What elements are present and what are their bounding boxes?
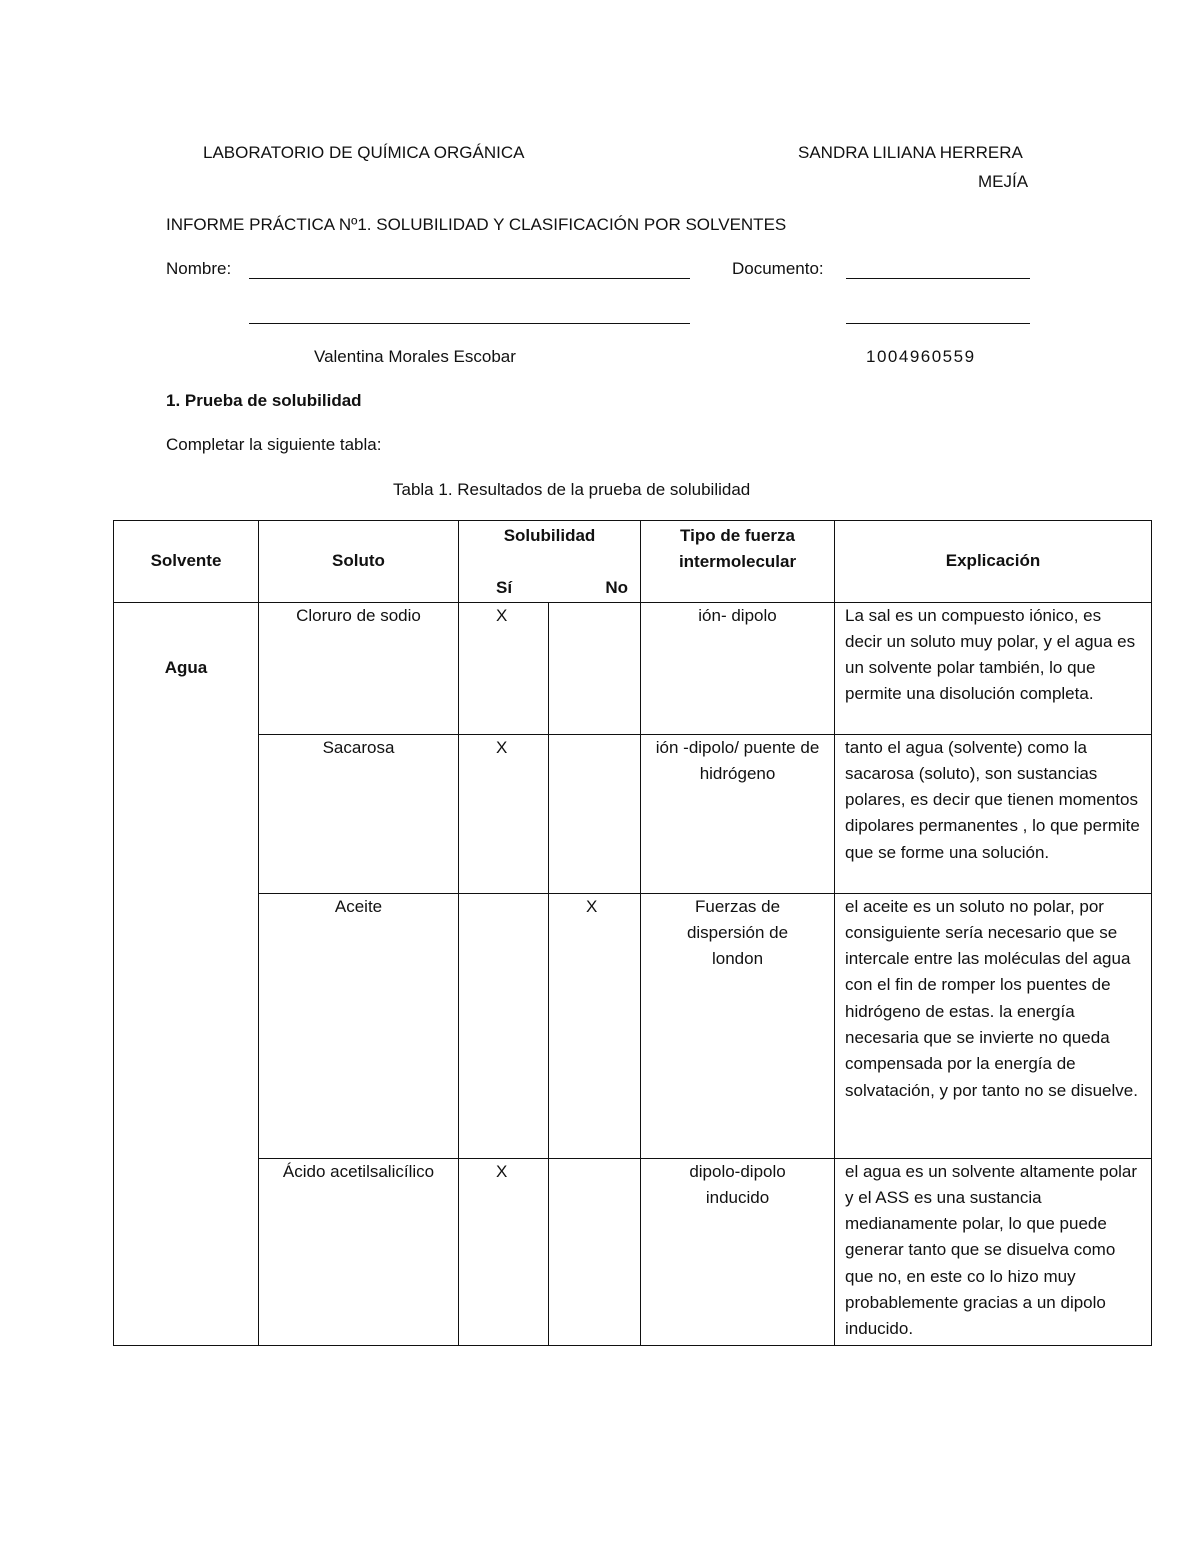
header-solubility-label: Solubilidad xyxy=(503,526,596,545)
force-cell: ión- dipolo xyxy=(641,602,835,734)
header-no: No xyxy=(605,578,629,598)
solute-cell: Ácido acetilsalicílico xyxy=(259,1158,459,1345)
table-row xyxy=(114,602,1152,734)
explanation-cell: el agua es un solvente altamente polar y el ASS es una sustancia medianamente polar, lo que puede generar tanto que se disuelva como que no, en este co lo hizo muy probablemente gracias a un dipolo inducido. xyxy=(835,1158,1152,1345)
solvent-cell xyxy=(114,602,259,1345)
soluble-yes-cell xyxy=(459,893,549,1158)
force-cell: Fuerzas de dispersión de london xyxy=(641,893,835,1158)
explanation-cell: La sal es un compuesto iónico, es decir un soluto muy polar, y el agua es un solvente polar también, lo que permite una disolución completa. xyxy=(835,602,1152,734)
soluble-yes-cell: X xyxy=(459,734,549,893)
header-yes: Sí xyxy=(496,578,513,598)
explanation-cell: el aceite es un soluto no polar, por consiguiente sería necesario que se intercale entre las moléculas del agua con el fin de romper los puentes de hidrógeno de estas. la energía necesaria que se invierte no queda compensada por la energía de solvatación, y por tanto no se disuelve. xyxy=(835,893,1152,1158)
header-force: Tipo de fuerza intermolecular xyxy=(641,521,835,603)
solubility-results-table xyxy=(113,520,1152,1346)
teacher-name-line2: MEJÍA xyxy=(978,172,1029,191)
force-cell: ión -dipolo/ puente de hidrógeno xyxy=(641,734,835,893)
document-line xyxy=(846,278,1030,279)
header-explanation: Explicación xyxy=(835,521,1152,603)
header-solvent: Solvente xyxy=(114,521,259,603)
soluble-no-cell xyxy=(549,734,641,893)
student-document: 1004960559 xyxy=(866,347,976,366)
soluble-yes-cell: X xyxy=(459,1158,549,1345)
table-row xyxy=(114,734,1152,893)
solvent-label: Agua xyxy=(164,657,208,677)
table-row xyxy=(114,893,1152,1158)
solute-cell: Sacarosa xyxy=(259,734,459,893)
soluble-no-cell: X xyxy=(549,893,641,1158)
report-title: INFORME PRÁCTICA Nº1. SOLUBILIDAD Y CLASIFICACIÓN POR SOLVENTES xyxy=(166,215,787,234)
soluble-no-cell xyxy=(549,602,641,734)
section-heading: 1. Prueba de solubilidad xyxy=(166,391,362,410)
teacher-name-line1: SANDRA LILIANA HERRERA xyxy=(798,143,1023,162)
table-row xyxy=(114,1158,1152,1345)
solute-cell: Aceite xyxy=(259,893,459,1158)
instruction-text: Completar la siguiente tabla: xyxy=(166,435,382,454)
document-line-2 xyxy=(846,323,1030,324)
header-solubility xyxy=(459,521,641,603)
document-label: Documento: xyxy=(732,259,824,278)
solute-cell: Cloruro de sodio xyxy=(259,602,459,734)
table-caption: Tabla 1. Resultados de la prueba de solubilidad xyxy=(393,480,751,499)
force-cell: dipolo-dipolo inducido xyxy=(641,1158,835,1345)
explanation-cell: tanto el agua (solvente) como la sacarosa (soluto), son sustancias polares, es decir que tienen momentos dipolares permanentes , lo que permite que se forme una solución. xyxy=(835,734,1152,893)
soluble-no-cell xyxy=(549,1158,641,1345)
lab-title: LABORATORIO DE QUÍMICA ORGÁNICA xyxy=(203,143,525,162)
name-line-2 xyxy=(249,323,690,324)
soluble-yes-cell: X xyxy=(459,602,549,734)
name-line xyxy=(249,278,690,279)
header-solute: Soluto xyxy=(259,521,459,603)
student-name: Valentina Morales Escobar xyxy=(314,347,516,366)
table-header-row xyxy=(114,521,1152,603)
name-label: Nombre: xyxy=(166,259,232,278)
